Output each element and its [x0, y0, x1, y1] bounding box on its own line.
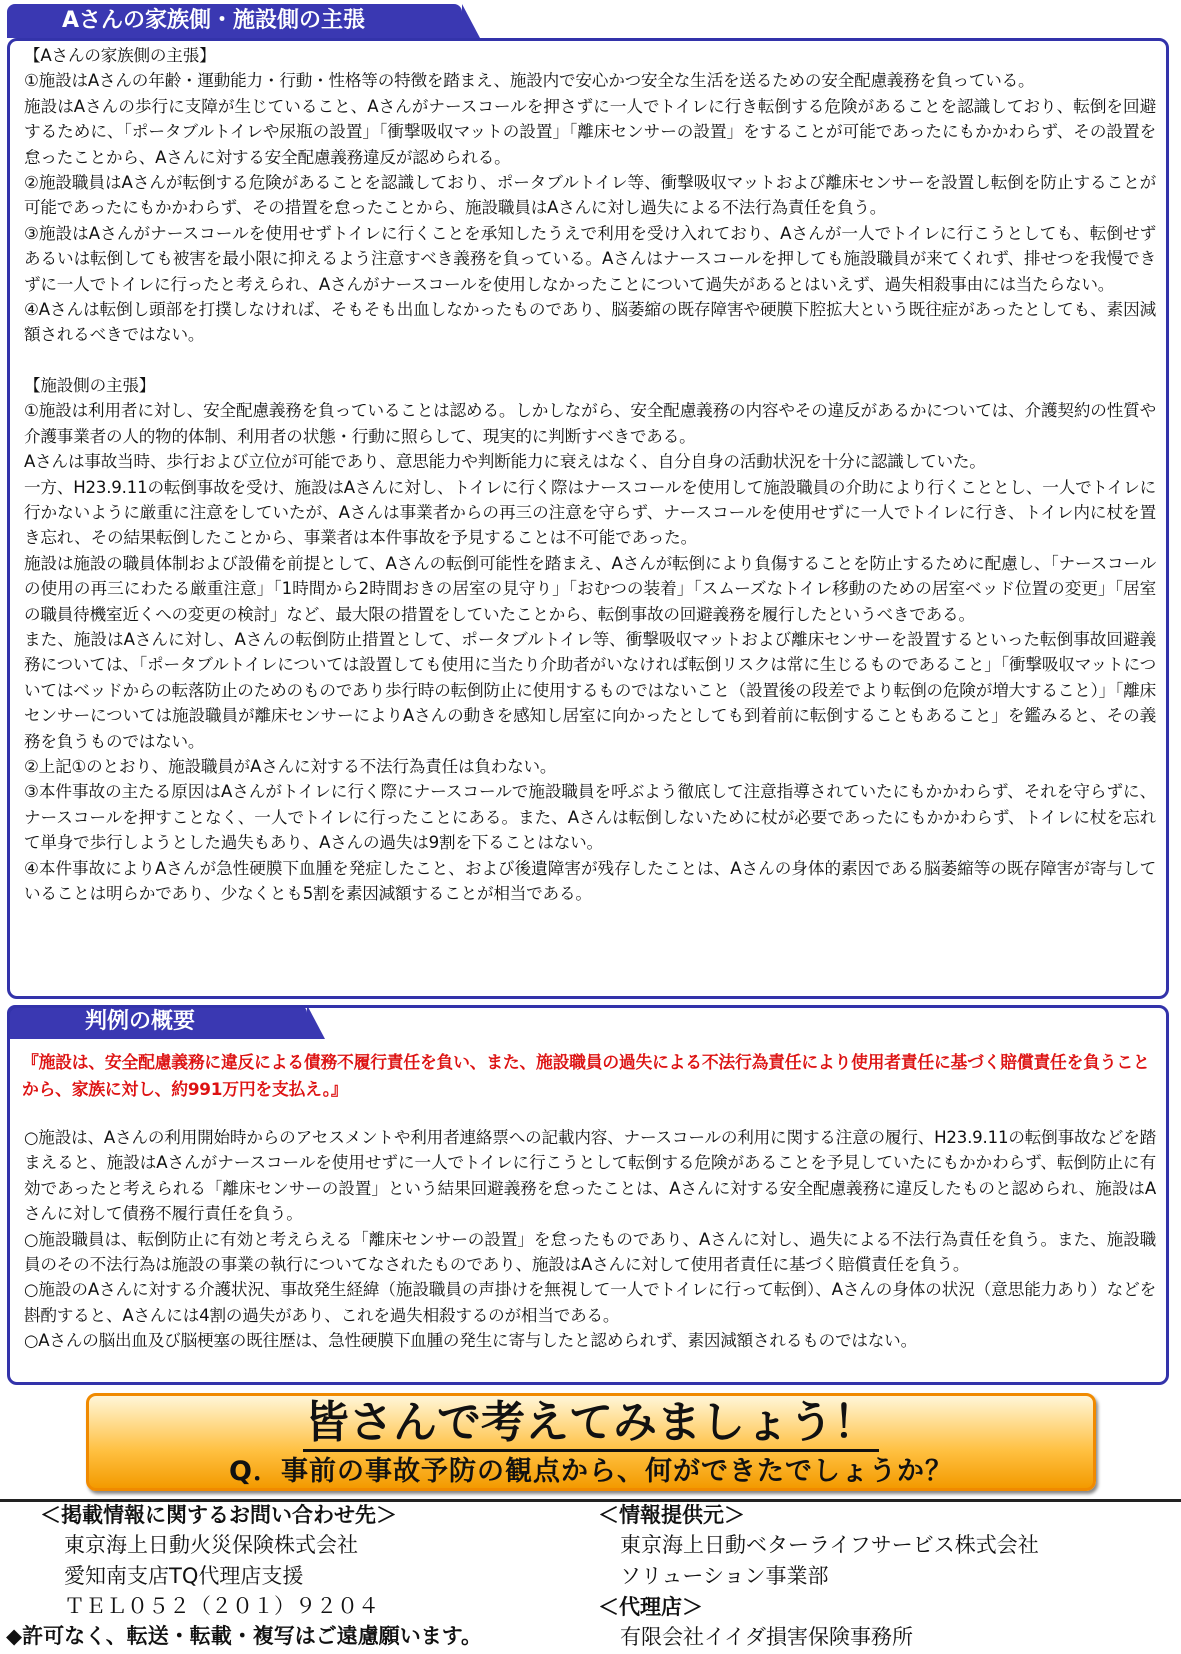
facility-paragraph: ②上記①のとおり、施設職員がAさんに対する不法行為責任は負わない。 [24, 756, 557, 776]
family-heading: 【Aさんの家族側の主張】 [24, 46, 216, 65]
facility-paragraph: 施設は施設の職員体制および設備を前提として、Aさんの転倒可能性を踏まえ、Aさんが転倒により負傷することを防止するために配慮し、「ナースコールの使用の再三にわたる厳重注意」「1時間から2時間おきの居室の見守り」「おむつの装着」「スムーズなトイレ移動のための居室ベッド位置の変更」「居室の職員待機室近くへの変更の検討」など、最大限の措置をしていたことから、転倒事故の回避義務を履行したというべきである。 [24, 553, 1156, 624]
verdict-text: 『施設は、安全配慮義務に違反による債務不履行責任を負い、また、施設職員の過失による不法行為責任により使用者責任に基づく賠償責任を負うことから、家族に対し、約991万円を支払え。』 [22, 1052, 1150, 1099]
facility-paragraph: ④本件事故によりAさんが急性硬膜下血腫を発症したこと、および後遺障害が残存したことは、Aさんの身体的素因である脳萎縮等の既存障害が寄与していることは明らかであり、少なくとも5割を素因減額することが相当である。 [24, 858, 1156, 903]
contact-branch: 愛知南支店TQ代理店支援 [64, 1564, 304, 1588]
agency-heading: ＜代理店＞ [598, 1595, 703, 1619]
facility-paragraph: ③本件事故の主たる原因はAさんがトイレに行く際にナースコールで施設職員を呼ぶよう徹底して注意指導されていたにもかかわらず、それを守らずに、ナースコールを押すことなく、一人でトイレに行ったことにある。また、Aさんは転倒しないために杖が必要であったにもかかわらず、トイレに杖を忘れて単身で歩行しようとした過失もあり、Aさんの過失は9割を下ることはない。 [24, 782, 1156, 853]
family-paragraph: ④Aさんは転倒し頭部を打撲しなければ、そもそも出血しなかったものであり、脳萎縮の既存障害や硬膜下腔拡大という既往症があったとしても、素因減額されるべきではない。 [24, 300, 1156, 345]
agency-name: 有限会社イイダ損害保険事務所 [620, 1625, 913, 1649]
facility-heading: 【施設側の主張】 [24, 375, 156, 395]
family-paragraph: 施設はAさんの歩行に支障が生じていること、Aさんがナースコールを押さずに一人でトイレに行き転倒する危険があることを認識しており、転倒を回避するために、「ポータブルトイレや尿瓶の設置」「衝撃吸収マットの設置」「離床センサーの設置」をすることが可能であったにもかかわらず、その設置を怠ったことから、Aさんに対する安全配慮義務違反が認められる。 [24, 96, 1156, 167]
contact-company: 東京海上日動火災保険株式会社 [64, 1533, 358, 1557]
precedent-paragraph: ○施設のAさんに対する介護状況、事故発生経緯（施設職員の声掛けを無視して一人でトイレに行って転倒）、Aさんの身体の状況（意思能力あり）などを斟酌すると、Aさんには4割の過失があり、これを過失相殺するのが相当である。 [24, 1280, 1156, 1325]
provider-heading: ＜情報提供元＞ [598, 1503, 745, 1527]
precedent-paragraph: ○施設職員は、転倒防止に有効と考えらえる「離床センサーの設置」を怠ったものであり、Aさんに対し、過失による不法行為責任を負う。また、施設職員のその不法行為は施設の事業の執行についてなされたものであり、施設はAさんに対して使用者責任に基づく賠償責任を負う。 [24, 1229, 1156, 1275]
section-title: 判例の概要 [85, 1009, 196, 1034]
banner-question: Q．事前の事故予防の観点から、何ができたでしょうか？ [229, 1456, 953, 1487]
facility-paragraph: また、施設はAさんに対し、Aさんの転倒防止措置として、ポータブルトイレ等、衝撃吸収マットおよび離床センサーを設置するといった転倒事故回避義務については、「ポータブルトイレについては設置しても使用に当たり介助者がいなければ転倒リスクは常に生じるものであること」「衝撃吸収マットについてはベッドからの転落防止のためのものであり歩行時の転倒防止に使用するものではないこと（設置後の段差でより転倒の危険が増大すること）」「離床センサーについては施設職員が離床センサーによりAさんの動きを感知し居室に向かったとしても到着前に転倒することもあること」を鑑みると、その義務を負うものではない。 [24, 629, 1156, 751]
contact-tel: ＴＥＬ０５２（２０１）９２０４ [64, 1594, 379, 1618]
facility-paragraph: Aさんは事故当時、歩行および立位が可能であり、意思能力や判断能力に衰えはなく、自分自身の活動状況を十分に認識していた。 [24, 452, 986, 472]
discussion-banner [86, 1393, 1096, 1491]
family-paragraph: ②施設職員はAさんが転倒する危険があることを認識しており、ポータブルトイレ等、衝撃吸収マットおよび離床センサーを設置し転倒を防止することが可能であったにもかかわらず、その措置を怠ったことから、施設職員はAさんに対し過失による不法行為責任を負う。 [24, 173, 1156, 218]
section-title: Aさんの家族側・施設側の主張 [62, 8, 366, 33]
precedent-paragraph: ○施設は、Aさんの利用開始時からのアセスメントや利用者連絡票への記載内容、ナースコールの利用に関する注意の履行、H23.9.11の転倒事故などを踏まえると、施設はAさんがナースコールを使用せずに一人でトイレに行こうとして転倒する危険があることを予見していたにもかかわらず、転倒防止に有効であったと考えられる「離床センサーの設置」という結果回避義務を怠ったことは、Aさんに対する安全配慮義務に違反したものと認められ、施設はAさんに対して債務不履行責任を負う。 [24, 1128, 1156, 1224]
copy-notice: ◆許可なく、転送・転載・複写はご遠慮願います。 [6, 1624, 483, 1648]
claims-box [7, 38, 1169, 999]
family-paragraph: ③施設はAさんがナースコールを使用せずトイレに行くことを承知したうえで利用を受け入れており、Aさんが一人でトイレに行こうとしても、転倒せずあるいは転倒しても被害を最小限に抑えるよう注意すべき義務を負っている。Aさんはナースコールを押しても施設職員が来てくれず、排せつを我慢できずに一人でトイレに行ったと考えられ、Aさんがナースコールを使用しなかったことについて過失があるとはいえず、過失相殺事由には当たらない。 [24, 223, 1156, 294]
precedent-box [7, 1005, 1169, 1385]
banner-title: 皆さんで考えてみましょう！ [303, 1397, 879, 1452]
provider-company: 東京海上日動ベターライフサービス株式会社 [620, 1533, 1039, 1557]
precedent-paragraph: ○Aさんの脳出血及び脳梗塞の既往歴は、急性硬膜下血腫の発生に寄与したと認められず、素因減額されるものではない。 [24, 1331, 917, 1351]
family-paragraph: ①施設はAさんの年齢・運動能力・行動・性格等の特徴を踏まえ、施設内で安心かつ安全な生活を送るための安全配慮義務を負っている。 [24, 71, 1035, 91]
facility-paragraph: 一方、H23.9.11の転倒事故を受け、施設はAさんに対し、トイレに行く際はナースコールを使用して施設職員の介助により行くこととし、一人でトイレに行かないように厳重に注意をしていたが、Aさんは事業者からの再三の注意を守らず、ナースコールを使用せずに一人でトイレに行き、トイレ内に杖を置き忘れ、その結果転倒したことから、事業者は本件事故を予見することは不可能であった。 [24, 477, 1156, 548]
contact-heading: ＜掲載情報に関するお問い合わせ先＞ [40, 1503, 397, 1527]
facility-paragraph: ①施設は利用者に対し、安全配慮義務を負っていることは認める。しかしながら、安全配慮義務の内容やその違反があるかについては、介護契約の性質や介護事業者の人的物的体制、利用者の状態・行動に照らして、現実的に判断すべきである。 [24, 401, 1156, 446]
section-tab-claims [7, 4, 462, 38]
provider-dept: ソリューション事業部 [620, 1564, 829, 1588]
